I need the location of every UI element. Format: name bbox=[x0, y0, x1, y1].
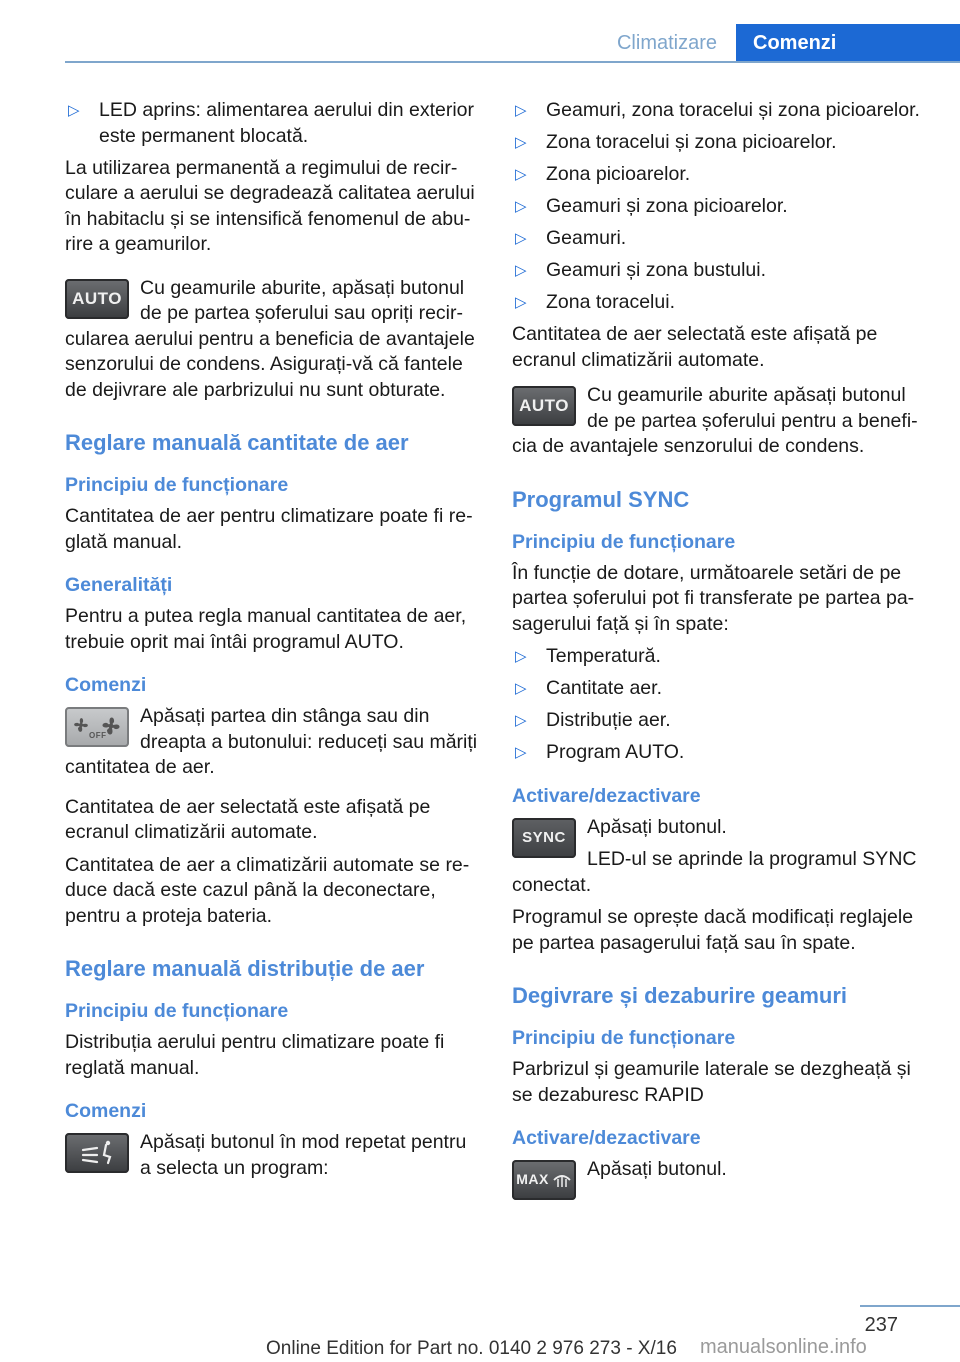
section-heading: Programul SYNC bbox=[512, 486, 690, 512]
list-item: ▷ LED aprins: alimentarea aerului din exterior este permanent blocată. bbox=[68, 99, 475, 147]
triangle-bullet-icon: ▷ bbox=[515, 198, 527, 215]
list-item: ▷ Cantitate aer. bbox=[512, 676, 927, 702]
icon-paragraph: AUTO Cu geamurile aburite apăsați butonul de pe partea șoferului pentru a beneficia de avantajele senzorului de condens. bbox=[512, 384, 918, 457]
paragraph: Parbrizul și geamurile laterale se dezgheață și se dezaburesc RAPID bbox=[512, 1058, 911, 1106]
paragraph: Distribuția aerului pentru climatizare poate fi reglată manual. bbox=[65, 1031, 445, 1079]
subheading: Principiu de funcționare bbox=[65, 474, 289, 496]
edition-note: Online Edition for Part no. 0140 2 976 273 - X/16 bbox=[266, 1338, 677, 1359]
sync-list bbox=[512, 644, 927, 766]
subheading: Principiu de funcționare bbox=[512, 1027, 736, 1049]
svg-text:OFF: OFF bbox=[89, 731, 107, 740]
subheading: Comenzi bbox=[65, 1100, 147, 1122]
triangle-bullet-icon: ▷ bbox=[515, 294, 527, 311]
section-heading: Reglare manuală cantitate de aer bbox=[65, 430, 409, 455]
list-item: ▷ Zona toracelui și zona picioarelor. bbox=[512, 130, 927, 156]
triangle-bullet-icon: ▷ bbox=[515, 230, 527, 247]
right-column bbox=[512, 98, 927, 1209]
sync-button-icon: SYNC bbox=[512, 818, 576, 858]
triangle-bullet-icon: ▷ bbox=[515, 166, 527, 183]
triangle-bullet-icon: ▷ bbox=[515, 102, 527, 119]
subheading: Activare/dezactivare bbox=[512, 784, 701, 807]
list-item: ▷ Geamuri și zona picioarelor. bbox=[512, 194, 927, 220]
icon-paragraph: OFF Apăsați partea din stânga sau din dreapta a butonului: reduceți sau măriți cantitatea de aer. bbox=[65, 705, 478, 778]
icon-paragraph: Apăsați butonul în mod repetat pentru a selecta un program: bbox=[65, 1130, 480, 1181]
subheading: Comenzi bbox=[65, 674, 147, 696]
subheading: Activare/dezactivare bbox=[512, 1127, 701, 1149]
footer-divider bbox=[860, 1305, 960, 1307]
section-heading: Degivrare și dezaburire geamuri bbox=[512, 983, 848, 1008]
icon-paragraph: SYNC Apăsați butonul. LED-ul se aprinde la programul SYNC conectat. bbox=[512, 815, 917, 896]
list-item: ▷ Distribuție aer. bbox=[512, 708, 927, 734]
icon-paragraph: AUTO Cu geamurile aburite, apăsați butonul de pe partea șoferului sau opriți recircularea aerului pentru a beneficia de avantajele senzorului de condens. Asigurați-vă că fantele de dejivrare ale parbrizului nu sunt obturate. bbox=[65, 276, 475, 401]
triangle-bullet-icon: ▷ bbox=[515, 744, 527, 761]
auto-button-icon: AUTO bbox=[65, 279, 129, 319]
list-item: ▷ Geamuri. bbox=[512, 226, 927, 252]
left-column bbox=[65, 98, 480, 1188]
watermark: manualsonline.info bbox=[700, 1336, 867, 1358]
list-item: ▷ Geamuri, zona toracelui și zona picioarelor. bbox=[512, 98, 927, 124]
subheading: Principiu de funcționare bbox=[65, 1000, 289, 1022]
page-number: 237 bbox=[864, 1314, 898, 1336]
page-footer bbox=[0, 1300, 960, 1362]
list-item: ▷ Geamuri și zona bustului. bbox=[512, 258, 927, 284]
triangle-bullet-icon: ▷ bbox=[515, 134, 527, 151]
paragraph: Cantitatea de aer selectată este afișată pe ecranul climatizării automate. bbox=[512, 323, 878, 371]
paragraph: Cantitatea de aer pentru climatizare poate fi reglată manual. bbox=[65, 505, 473, 553]
section-label[interactable]: Climatizare bbox=[616, 31, 718, 54]
triangle-bullet-icon: ▷ bbox=[515, 712, 527, 729]
paragraph: La utilizarea permanentă a regimului de recirculare a aerului se degradează calitatea aerului în habitaclu și se intensifică fenomenul de aburire a geamurilor. bbox=[65, 156, 475, 255]
subheading: Generalități bbox=[65, 574, 173, 596]
paragraph: Pentru a putea regla manual cantitatea de aer, trebuie oprit mai întâi programul AUTO. bbox=[65, 605, 467, 653]
paragraph: Cantitatea de aer a climatizării automate se reduce dacă este cazul până la deconectare, pentru a proteja bateria. bbox=[65, 853, 470, 927]
page-header bbox=[0, 0, 960, 62]
paragraph: Cantitatea de aer selectată este afișată pe ecranul climatizării automate. bbox=[65, 795, 431, 843]
fan-icon bbox=[69, 712, 125, 742]
section-heading: Reglare manuală distribuție de aer bbox=[65, 956, 425, 981]
max-defrost-button-icon: MAX bbox=[512, 1160, 576, 1200]
tab-comenzi[interactable]: Comenzi bbox=[736, 24, 960, 62]
triangle-bullet-icon: ▷ bbox=[515, 680, 527, 697]
icon-paragraph: MAX Apăsați butonul. bbox=[512, 1157, 927, 1202]
list-item: ▷ Temperatură. bbox=[512, 644, 927, 670]
air-distribution-button-icon bbox=[65, 1133, 129, 1173]
air-distribution-icon bbox=[77, 1139, 117, 1167]
triangle-bullet-icon: ▷ bbox=[515, 262, 527, 279]
paragraph: Programul se oprește dacă modificați reglajele pe partea pasagerului față sau în spate. bbox=[512, 906, 914, 954]
list-item: ▷ Program AUTO. bbox=[512, 740, 927, 766]
defrost-icon bbox=[552, 1171, 572, 1189]
list-item: ▷ Zona toracelui. bbox=[512, 290, 927, 316]
paragraph: În funcție de dotare, următoarele setări de pe partea șoferului pot fi transferate pe partea pasagerului față și în spate: bbox=[512, 561, 915, 635]
program-list bbox=[512, 98, 927, 316]
subheading: Principiu de funcționare bbox=[512, 530, 736, 553]
triangle-bullet-icon: ▷ bbox=[68, 102, 80, 119]
fan-button-icon bbox=[65, 707, 129, 747]
auto-button-icon: AUTO bbox=[512, 386, 576, 426]
list-item: ▷ Zona picioarelor. bbox=[512, 162, 927, 188]
header-divider bbox=[65, 61, 960, 63]
triangle-bullet-icon: ▷ bbox=[515, 648, 527, 665]
